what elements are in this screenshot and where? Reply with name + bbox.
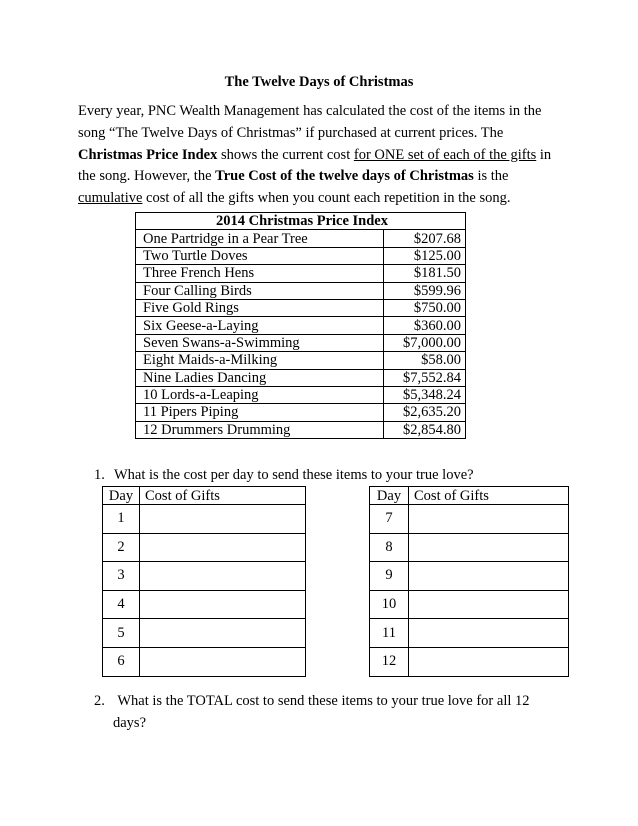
table-row (103, 505, 306, 534)
day-number: 8 (370, 533, 409, 562)
one-set-underline: for ONE set of each of the gifts (353, 146, 537, 163)
gift-item: Five Gold Rings (136, 299, 384, 316)
question-2 (94, 690, 564, 734)
table-row (136, 352, 466, 369)
table-row (136, 404, 466, 421)
cost-answer-cell[interactable] (409, 647, 569, 676)
gift-item: 11 Pipers Piping (136, 404, 384, 421)
gift-price: $58.00 (384, 352, 466, 369)
cost-answer-cell[interactable] (409, 590, 569, 619)
gift-item: Seven Swans-a-Swimming (136, 334, 384, 351)
day-column-header: Day (103, 487, 140, 505)
gift-price: $7,000.00 (384, 334, 466, 351)
day-number: 11 (370, 619, 409, 648)
cost-answer-cell[interactable] (140, 590, 306, 619)
table-row (370, 619, 569, 648)
gift-item: 10 Lords-a-Leaping (136, 386, 384, 403)
question-1-number: 1. (94, 467, 105, 483)
table-row (370, 505, 569, 534)
gift-item: One Partridge in a Pear Tree (136, 230, 384, 247)
question-2-number: 2. (94, 693, 105, 709)
table-row (136, 334, 466, 351)
day-number: 6 (103, 647, 140, 676)
gift-price: $360.00 (384, 317, 466, 334)
day-cost-table-left (102, 486, 306, 677)
table-row (136, 282, 466, 299)
cost-column-header: Cost of Gifts (140, 487, 306, 505)
day-number: 10 (370, 590, 409, 619)
intro-line-5 (78, 188, 568, 210)
intro-line-1: Every year, PNC Wealth Management has calculated the cost of the items in the (78, 103, 542, 119)
cost-answer-cell[interactable] (140, 562, 306, 591)
table-row (370, 590, 569, 619)
table-row (136, 386, 466, 403)
gift-price: $207.68 (384, 230, 466, 247)
intro-text: is the (473, 168, 509, 185)
day-cost-table-right (369, 486, 569, 677)
table-row (103, 590, 306, 619)
question-1-text: What is the cost per day to send these items to your true love? (114, 467, 474, 483)
table-row (136, 299, 466, 316)
gift-price: $181.50 (384, 265, 466, 282)
table-row (370, 533, 569, 562)
table-row (136, 317, 466, 334)
cost-answer-cell[interactable] (409, 505, 569, 534)
day-number: 5 (103, 619, 140, 648)
table-row (136, 230, 466, 247)
intro-paragraph (78, 101, 568, 210)
gift-price: $125.00 (384, 247, 466, 264)
day-number: 7 (370, 505, 409, 534)
gift-item: Two Turtle Doves (136, 247, 384, 264)
intro-text: shows the current cost (217, 146, 354, 163)
day-number: 3 (103, 562, 140, 591)
gift-price: $599.96 (384, 282, 466, 299)
cost-answer-cell[interactable] (140, 619, 306, 648)
gift-price: $2,854.80 (384, 421, 466, 438)
day-number: 2 (103, 533, 140, 562)
table-row (370, 647, 569, 676)
cost-answer-cell[interactable] (140, 533, 306, 562)
cost-answer-cell[interactable] (140, 505, 306, 534)
cost-answer-cell[interactable] (409, 533, 569, 562)
table-row (103, 619, 306, 648)
question-2-text: What is the TOTAL cost to send these items to your true love for all 12 (114, 693, 530, 709)
table-row (136, 265, 466, 282)
intro-text: in (536, 146, 552, 163)
day-number: 9 (370, 562, 409, 591)
price-index-table (135, 212, 466, 439)
gift-item: Four Calling Birds (136, 282, 384, 299)
gift-price: $7,552.84 (384, 369, 466, 386)
day-number: 4 (103, 590, 140, 619)
cost-answer-cell[interactable] (409, 619, 569, 648)
intro-text: cost of all the gifts when you count each repetition in the song. (142, 190, 511, 207)
table-row (136, 421, 466, 438)
gift-item: 12 Drummers Drumming (136, 421, 384, 438)
table-row (103, 647, 306, 676)
gift-price: $750.00 (384, 299, 466, 316)
question-1 (94, 466, 474, 484)
day-number: 12 (370, 647, 409, 676)
true-cost-term: True Cost of the twelve days of Christmas (215, 168, 474, 185)
question-2-line-2: days? (113, 715, 147, 731)
intro-line-3 (78, 145, 568, 167)
intro-line-4 (78, 166, 568, 188)
day-number: 1 (103, 505, 140, 534)
gift-item: Nine Ladies Dancing (136, 369, 384, 386)
cost-column-header: Cost of Gifts (409, 487, 569, 505)
table-row (103, 533, 306, 562)
gift-item: Eight Maids-a-Milking (136, 352, 384, 369)
gift-price: $5,348.24 (384, 386, 466, 403)
table-row (370, 562, 569, 591)
price-index-header: 2014 Christmas Price Index (136, 213, 466, 230)
gift-item: Six Geese-a-Laying (136, 317, 384, 334)
table-row (103, 562, 306, 591)
gift-price: $2,635.20 (384, 404, 466, 421)
table-row (136, 247, 466, 264)
table-row (136, 369, 466, 386)
intro-line-2: song “The Twelve Days of Christmas” if purchased at current prices. The (78, 124, 504, 141)
cumulative-underline: cumulative (78, 190, 143, 207)
day-column-header: Day (370, 487, 409, 505)
intro-text: the song. However, the (78, 168, 216, 185)
christmas-price-index-term: Christmas Price Index (78, 146, 218, 163)
question-2-line-1 (94, 690, 564, 712)
document-title: The Twelve Days of Christmas (224, 74, 414, 90)
cost-answer-cell[interactable] (409, 562, 569, 591)
cost-answer-cell[interactable] (140, 647, 306, 676)
gift-item: Three French Hens (136, 265, 384, 282)
